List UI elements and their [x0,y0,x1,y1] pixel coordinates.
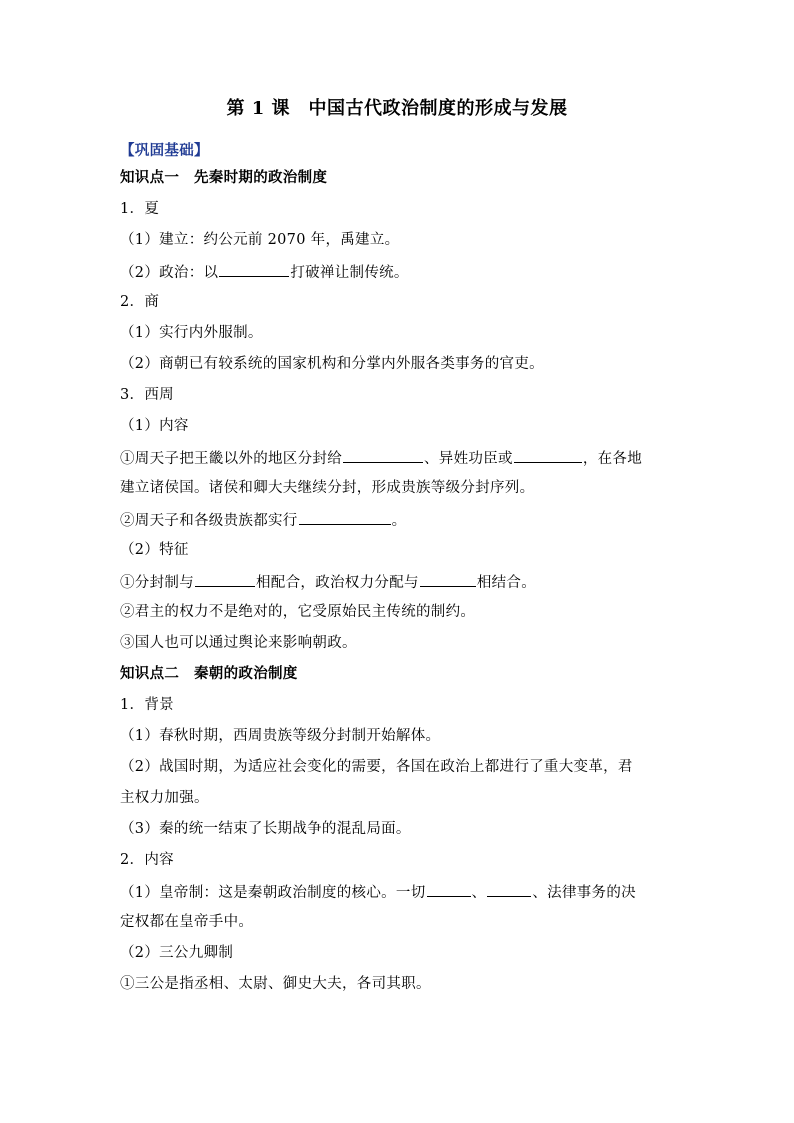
fill-blank[interactable] [195,571,255,587]
fill-blank[interactable] [427,881,471,897]
page-title: 第 1 课 中国古代政治制度的形成与发展 [226,98,568,119]
fill-blank[interactable] [487,881,531,897]
fill-blank[interactable] [514,447,582,463]
xizhou-content-1-a: ①周天子把王畿以外的地区分封给 [120,451,342,467]
qin-bg-2: （2）战国时期，为适应社会变化的需要，各国在政治上都进行了重大变革，君 [120,759,633,775]
shang-line-1: （1）实行内外服制。 [120,325,263,341]
qin-bg-1: （1）春秋时期，西周贵族等级分封制开始解体。 [120,728,441,744]
qin-content-2: （2）三公九卿制 [120,945,234,961]
xizhou-feature-1-b: 相配合，政治权力分配与 [256,575,419,591]
fill-blank[interactable] [219,261,289,277]
shang-line-2: （2）商朝已有较系统的国家机构和分掌内外服各类事务的官吏。 [120,356,544,372]
qin-bg-3: （3）秦的统一结束了长期战争的混乱局面。 [120,821,411,837]
qin-bg-title: 1．背景 [120,697,174,713]
xizhou-content-title: （1）内容 [120,418,189,434]
qin-content-1-a: （1）皇帝制：这是秦朝政治制度的核心。一切 [120,885,426,901]
kp2-heading: 知识点二 秦朝的政治制度 [120,665,298,682]
qin-content-3: ①三公是指丞相、太尉、御史大夫，各司其职。 [120,976,431,992]
qin-content-1-b: 、 [471,885,487,901]
qin-content-title: 2．内容 [120,852,174,868]
qin-content-1-cont: 定权都在皇帝手中。 [120,914,254,930]
section-heading: 【巩固基础】 [120,142,209,159]
xizhou-feature-1-a: ①分封制与 [120,575,194,591]
qin-content-1-c: 、法律事务的决 [532,885,636,901]
xizhou-content-2-a: ②周天子和各级贵族都实行 [120,513,298,529]
xizhou-content-2 [120,509,406,531]
xizhou-feature-1-c: 相结合。 [476,575,537,591]
fill-blank[interactable] [420,571,476,587]
xizhou-feature-title: （2）特征 [120,542,189,558]
kp1-heading: 知识点一 先秦时期的政治制度 [120,169,328,186]
xizhou-feature-3: ③国人也可以通过舆论来影响朝政。 [120,635,357,651]
xizhou-content-1 [120,447,642,469]
xizhou-content-1-c: ，在各地 [582,451,643,467]
xizhou-feature-2: ②君主的权力不是绝对的，它受原始民主传统的制约。 [120,604,476,620]
fill-blank[interactable] [299,509,391,525]
xia-line-1: （1）建立：约公元前 2070 年，禹建立。 [120,232,400,248]
qin-content-1 [120,881,636,903]
qin-bg-2-cont: 主权力加强。 [120,790,209,806]
fill-blank[interactable] [343,447,423,463]
xia-line-2 [120,261,409,283]
xia-line-2-part-b: 打破禅让制传统。 [290,265,409,281]
xia-line-2-part-a: （2）政治：以 [120,265,219,281]
xizhou-content-1-cont: 建立诸侯国。诸侯和卿大夫继续分封，形成贵族等级分封序列。 [120,480,535,496]
xizhou-feature-1 [120,571,536,593]
xizhou-title: 3．西周 [120,387,174,403]
shang-title: 2．商 [120,294,160,310]
xizhou-content-2-b: 。 [391,513,407,529]
xizhou-content-1-b: 、异姓功臣或 [424,451,513,467]
xia-title: 1．夏 [120,201,160,217]
